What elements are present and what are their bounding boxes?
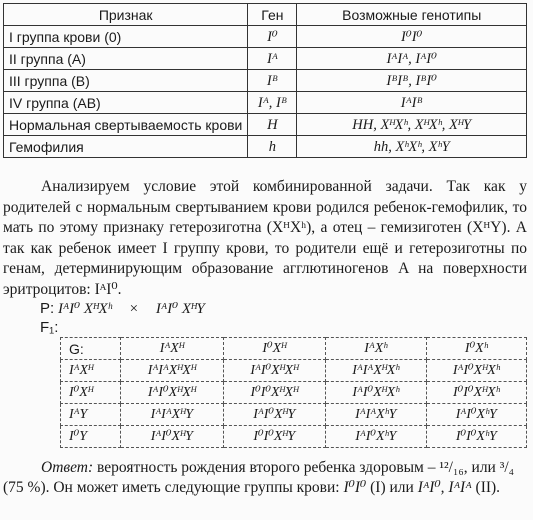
offspring-cell: IᴬI⁰XʰY <box>325 426 426 448</box>
table-row <box>4 92 527 114</box>
trait-cell: III группа (В) <box>4 70 248 92</box>
answer-text-3: (II). <box>471 479 501 496</box>
gene-cell: h <box>248 136 297 158</box>
analysis-paragraph: Анализируем условие этой комбинированной задачи. Так как у родителей с нормальным свертыванием крови родился ребенок-гемофилик, то мать по этому признаку гетерозиготна (XᴴXʰ), а отец – гемизиготен (XᴴY). А так как ребенок имеет I группу крови, то родители ещё и гетерозиготны по генам, детерминирующим образование агглютиногенов A на поверхности эритроцитов: IᴬI⁰. <box>3 178 527 298</box>
table-row <box>4 48 527 70</box>
traits-header-row <box>4 4 527 26</box>
trait-cell: IV группа (АВ) <box>4 92 248 114</box>
header-genotypes: Возможные генотипы <box>297 4 527 26</box>
trait-cell: Нормальная свертываемость крови <box>4 114 248 136</box>
answer-text: вероятность рождения второго ребенка здоровым – ¹²/₁₆, или ³/₄ (75 %). Он может иметь следующие группы крови: <box>3 459 515 496</box>
offspring-cell: I⁰I⁰XᴴXʰ <box>426 382 526 404</box>
column-gamete: IᴬXᴴ <box>121 338 224 360</box>
gene-cell: H <box>248 114 297 136</box>
punnett-table <box>60 337 527 448</box>
f1-label: F₁: <box>40 319 59 336</box>
punnett-row <box>61 382 527 404</box>
table-row <box>4 26 527 48</box>
offspring-cell: IᴬI⁰XʰY <box>426 404 526 426</box>
answer-paragraph <box>3 458 527 498</box>
column-gamete: I⁰Xᴴ <box>223 338 325 360</box>
punnett-row <box>61 360 527 382</box>
father-genotype: IᴬI⁰ XᴴY <box>155 301 205 317</box>
punnett-row <box>61 404 527 426</box>
table-row <box>4 114 527 136</box>
row-gamete: I⁰Xᴴ <box>61 382 121 404</box>
mother-genotype: IᴬI⁰ XᴴXʰ <box>57 301 112 317</box>
offspring-cell: IᴬI⁰XᴴXᴴ <box>121 382 224 404</box>
gene-cell: Iᴮ <box>248 70 297 92</box>
trait-cell: Гемофилия <box>4 136 248 158</box>
cross-symbol: × <box>129 301 139 317</box>
answer-genotype-1: I⁰I⁰ <box>343 479 367 496</box>
row-gamete: I⁰Y <box>61 426 121 448</box>
offspring-cell: IᴬIᴬXᴴY <box>121 404 224 426</box>
column-gamete: IᴬXʰ <box>325 338 426 360</box>
answer-label: Ответ: <box>41 459 94 476</box>
genotype-cell: IᴬIᴮ <box>297 92 527 114</box>
offspring-cell: I⁰I⁰XᴴXᴴ <box>223 382 325 404</box>
gene-cell: Iᴬ <box>248 48 297 70</box>
offspring-cell: IᴬI⁰XᴴXʰ <box>426 360 526 382</box>
answer-genotype-2: IᴬI⁰, IᴬIᴬ <box>417 479 472 496</box>
genotype-cell: hh, XʰXʰ, XʰY <box>297 136 527 158</box>
answer-text-2: (I) или <box>366 479 418 496</box>
offspring-cell: IᴬIᴬXʰY <box>325 404 426 426</box>
punnett-row <box>61 426 527 448</box>
table-row <box>4 136 527 158</box>
offspring-cell: IᴬIᴬXᴴXʰ <box>325 360 426 382</box>
traits-table <box>3 3 527 158</box>
column-gamete: I⁰Xʰ <box>426 338 526 360</box>
offspring-cell: IᴬIᴬXᴴXᴴ <box>121 360 224 382</box>
genotype-cell: IᴬIᴬ, IᴬI⁰ <box>297 48 527 70</box>
punnett-header-row <box>61 338 527 360</box>
header-gene: Ген <box>248 4 297 26</box>
row-gamete: IᴬXᴴ <box>61 360 121 382</box>
trait-cell: II группа (А) <box>4 48 248 70</box>
offspring-cell: IᴬI⁰XᴴXʰ <box>325 382 426 404</box>
genotype-cell: I⁰I⁰ <box>297 26 527 48</box>
genotype-cell: HH, XᴴXʰ, XᴴXʰ, XᴴY <box>297 114 527 136</box>
trait-cell: I группа крови (0) <box>4 26 248 48</box>
header-trait: Признак <box>4 4 248 26</box>
offspring-cell: I⁰I⁰XʰY <box>426 426 526 448</box>
cross-label: P: <box>40 300 55 317</box>
row-gamete: IᴬY <box>61 404 121 426</box>
genotype-cell: IᴮIᴮ, IᴮI⁰ <box>297 70 527 92</box>
gametes-corner: G: <box>61 338 121 360</box>
offspring-cell: IᴬI⁰XᴴY <box>223 404 325 426</box>
offspring-cell: IᴬI⁰XᴴY <box>121 426 224 448</box>
cross-line <box>40 299 205 318</box>
offspring-cell: I⁰I⁰XᴴY <box>223 426 325 448</box>
gene-cell: I⁰ <box>248 26 297 48</box>
offspring-cell: IᴬI⁰XᴴXᴴ <box>223 360 325 382</box>
table-row <box>4 70 527 92</box>
gene-cell: Iᴬ, Iᴮ <box>248 92 297 114</box>
